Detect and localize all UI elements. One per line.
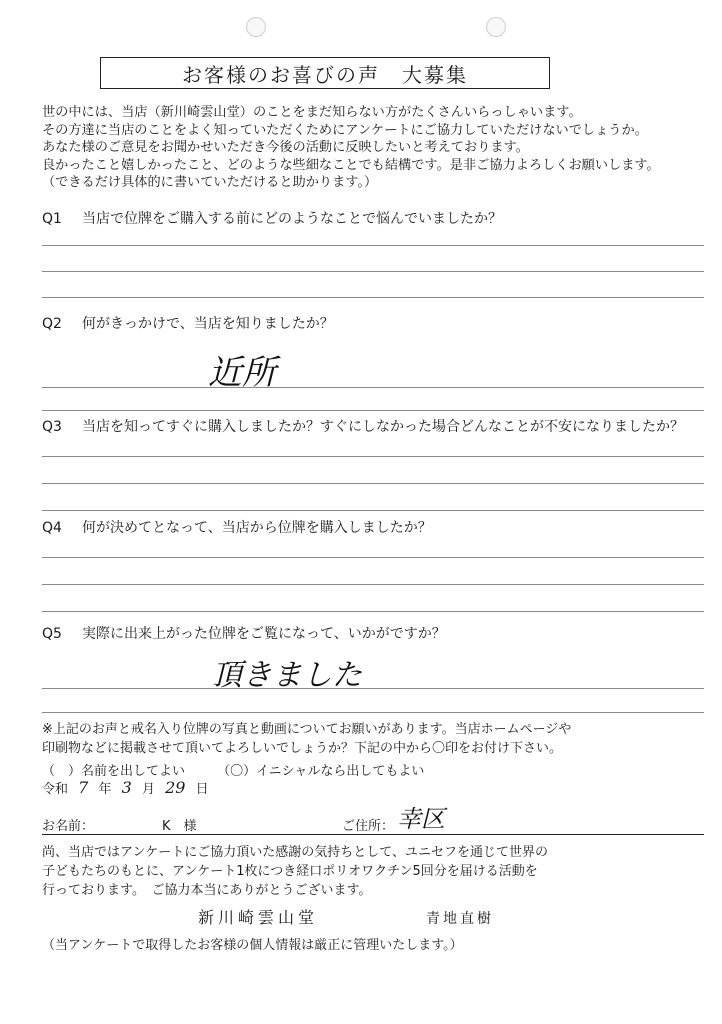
- intro-line: その方達に当店のことをよく知っていただくためにアンケートにご協力していただけないでしょうか。: [42, 122, 648, 138]
- answer-line: [42, 483, 704, 484]
- answer-line: [42, 297, 704, 298]
- question-text: 当店で位牌をご購入する前にどのようなことで悩んでいましたか？: [82, 211, 502, 227]
- question-number: Q2: [42, 316, 62, 332]
- question-text: 当店を知ってすぐに購入しましたか？すぐにしなかった場合どんなことが不安になりましたか？: [82, 419, 684, 435]
- address-label: ご住所：: [342, 819, 395, 834]
- publication-notice: [42, 720, 712, 758]
- date-era: 令和: [42, 782, 69, 797]
- date-row: [42, 778, 209, 797]
- owner-name: 青地直樹: [426, 911, 494, 927]
- notice-line: ※上記のお声と戒名入り位牌の写真と動画についてお願いがあります。当店ホームページや: [42, 722, 572, 737]
- privacy-note: （当アンケートで取得したお客様の個人情報は厳正に管理いたします。）: [42, 938, 463, 953]
- answer-line: [42, 456, 704, 457]
- name-label: お名前：: [42, 819, 95, 834]
- answer-line: [42, 611, 704, 612]
- question-1: [42, 208, 502, 228]
- date-month: 3: [121, 778, 132, 797]
- punch-hole-right: [486, 17, 506, 37]
- consent-options: [42, 760, 452, 779]
- question-5: [42, 623, 446, 643]
- consent-option-initials: （〇）イニシャルなら出してもよい: [217, 764, 425, 779]
- question-4: [42, 517, 432, 537]
- answer-line: [42, 688, 704, 689]
- question-2: [42, 313, 334, 333]
- question-number: Q4: [42, 520, 62, 536]
- handwritten-address: 幸区: [397, 805, 445, 833]
- page-title: お客様のお喜びの声 大募集: [100, 57, 550, 89]
- answer-line: [42, 712, 704, 713]
- question-number: Q1: [42, 211, 62, 227]
- consent-option-full-name: （ ）名前を出してよい: [42, 764, 186, 779]
- question-number: Q3: [42, 419, 62, 435]
- answer-line: [42, 271, 704, 272]
- answer-line: [42, 410, 704, 411]
- question-text: 実際に出来上がった位牌をご覧になって、いかがですか？: [82, 626, 446, 642]
- handwritten-answer-q2: 近所: [208, 353, 276, 393]
- footer-line: 尚、当店ではアンケートにご協力頂いた感謝の気持ちとして、ユニセフを通じて世界の: [42, 845, 548, 860]
- footer-line: 行っております。 ご協力本当にありがとうございます。: [42, 883, 372, 898]
- intro-text: [42, 104, 712, 192]
- intro-line: あなた様のご意見をお聞かせいただき今後の活動に反映したいと考えております。: [42, 140, 529, 156]
- answer-line: [42, 557, 704, 558]
- answer-line: [42, 245, 704, 246]
- intro-line: （できるだけ具体的に書いていただけると助かります。）: [42, 175, 378, 191]
- date-month-label: 月: [141, 782, 155, 797]
- handwritten-answer-q5: 頂きました: [212, 658, 362, 693]
- unicef-note: [42, 843, 712, 900]
- intro-line: 良かったこと嬉しかったこと、どのような些細なことでも結構です。是非ご協力よろしくお願いします。: [42, 157, 660, 173]
- punch-hole-left: [246, 17, 266, 37]
- name-value: K 様: [162, 819, 197, 834]
- answer-line: [42, 387, 704, 388]
- date-day-label: 日: [195, 782, 209, 797]
- intro-line: 世の中には、当店（新川崎雲山堂）のことをまだ知らない方がたくさんいらっしゃいます。: [42, 105, 582, 120]
- date-year-label: 年: [98, 782, 112, 797]
- notice-line: 印刷物などに掲載させて頂いてよろしいでしょうか？下記の中から〇印をお付け下さい。: [42, 741, 563, 756]
- answer-line: [42, 510, 704, 511]
- date-year: 7: [78, 778, 89, 797]
- question-3: [42, 416, 684, 436]
- shop-name: 新川崎雲山堂: [198, 908, 319, 927]
- footer-line: 子どもたちのもとに、アンケート1枚につき経口ポリオワクチン5回分を届ける活動を: [42, 864, 538, 879]
- divider: [42, 834, 704, 835]
- question-text: 何が決めてとなって、当店から位牌を購入しましたか？: [82, 520, 432, 536]
- date-day: 29: [165, 778, 186, 797]
- question-text: 何がきっかけで、当店を知りましたか？: [82, 316, 334, 332]
- question-number: Q5: [42, 626, 62, 642]
- answer-line: [42, 584, 704, 585]
